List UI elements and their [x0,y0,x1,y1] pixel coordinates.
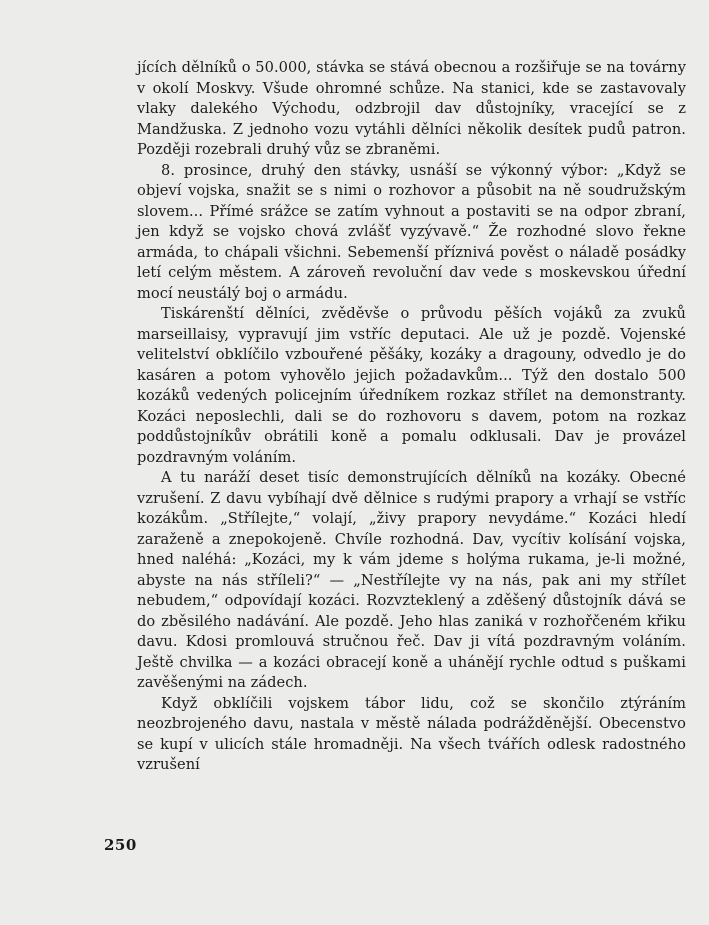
paragraph-5: Když obklíčili vojskem tábor lidu, což se skončilo ztýráním neozbrojeného davu, nastala v městě nálada podrážděnější. Obecenstvo se kupí v ulicích stále hromadněji. Na všech tvářích odlesk radostného vzrušení [137,694,686,773]
paragraph-2: 8. prosince, druhý den stávky, usnáší se výkonný výbor: „Když se objeví vojska, snažit se s nimi o rozhovor a působit na ně soudružským slovem... Přímé srážce se zatím vyhnout a postaviti se na odpor zbraní, jen když se vojsko chová zvlášť vyzývavě.“ Že rozhodné slovo řekne armáda, to chápali všichni. Sebemenší příznivá pověst o náladě posádky letí celým městem. A zároveň revoluční dav vede s moskevskou úřední mocí neustálý boj o armádu. [137,161,686,302]
body-text [137,58,686,776]
paragraph-3: Tiskárenští dělníci, zvěděvše o průvodu pěších vojáků za zvuků marseillaisy, vypravují jim vstříc deputaci. Ale už je pozdě. Vojenské velitelství obklíčilo vzbouřené pěšáky, kozáky a dragouny, odvedlo je do kasáren a potom vyhovělo jejich požadavkům... Týž den dostalo 500 kozáků vedených policejním úředníkem rozkaz střílet na demonstranty. Kozáci neposlechli, dali se do rozhovoru s davem, potom na rozkaz poddůstojníkův obrátili koně a pomalu odklusali. Dav je provázel pozdravným voláním. [137,305,686,466]
paragraph-4: A tu naráží deset tisíc demonstrujících dělníků na kozáky. Obecné vzrušení. Z davu vybíhají dvě dělnice s rudými prapory a vrhají se vstříc kozákům. „Střílejte,“ volají, „živy prapory nevydáme.“ Kozáci hledí zaraženě a znepokojeně. Chvíle rozhodná. Dav, vycítiv kolísání vojska, hned naléhá: „Kozáci, my k vám jdeme s holýma rukama, je-li možné, abyste na nás stříleli?“ — „Nestřílejte vy na nás, pak ani my střílet nebudem,“ odpovídají kozáci. Rozvzteklený a zděšený důstojník dává se do zběsilého nadávání. Ale pozdě. Jeho hlas zaniká v rozhořčeném křiku davu. Kdosi promlouvá stručnou řeč. Dav ji vítá pozdravným voláním. Ještě chvilka — a kozáci obracejí koně a uhánějí rychle odtud s puškami zavěšenými na zádech. [137,469,686,691]
paragraph-1: jících dělníků o 50.000, stávka se stává obecnou a rozšiřuje se na továrny v okolí Moskvy. Všude ohromné schůze. Na stanici, kde se zastavovaly vlaky dalekého Východu, odzbrojil dav důstojníky, vracející se z Mandžuska. Z jednoho vozu vytáhli dělníci několik desítek pudů patron. Později rozebrali druhý vůz se zbraněmi. [137,59,686,158]
page-number: 250 [104,836,137,854]
